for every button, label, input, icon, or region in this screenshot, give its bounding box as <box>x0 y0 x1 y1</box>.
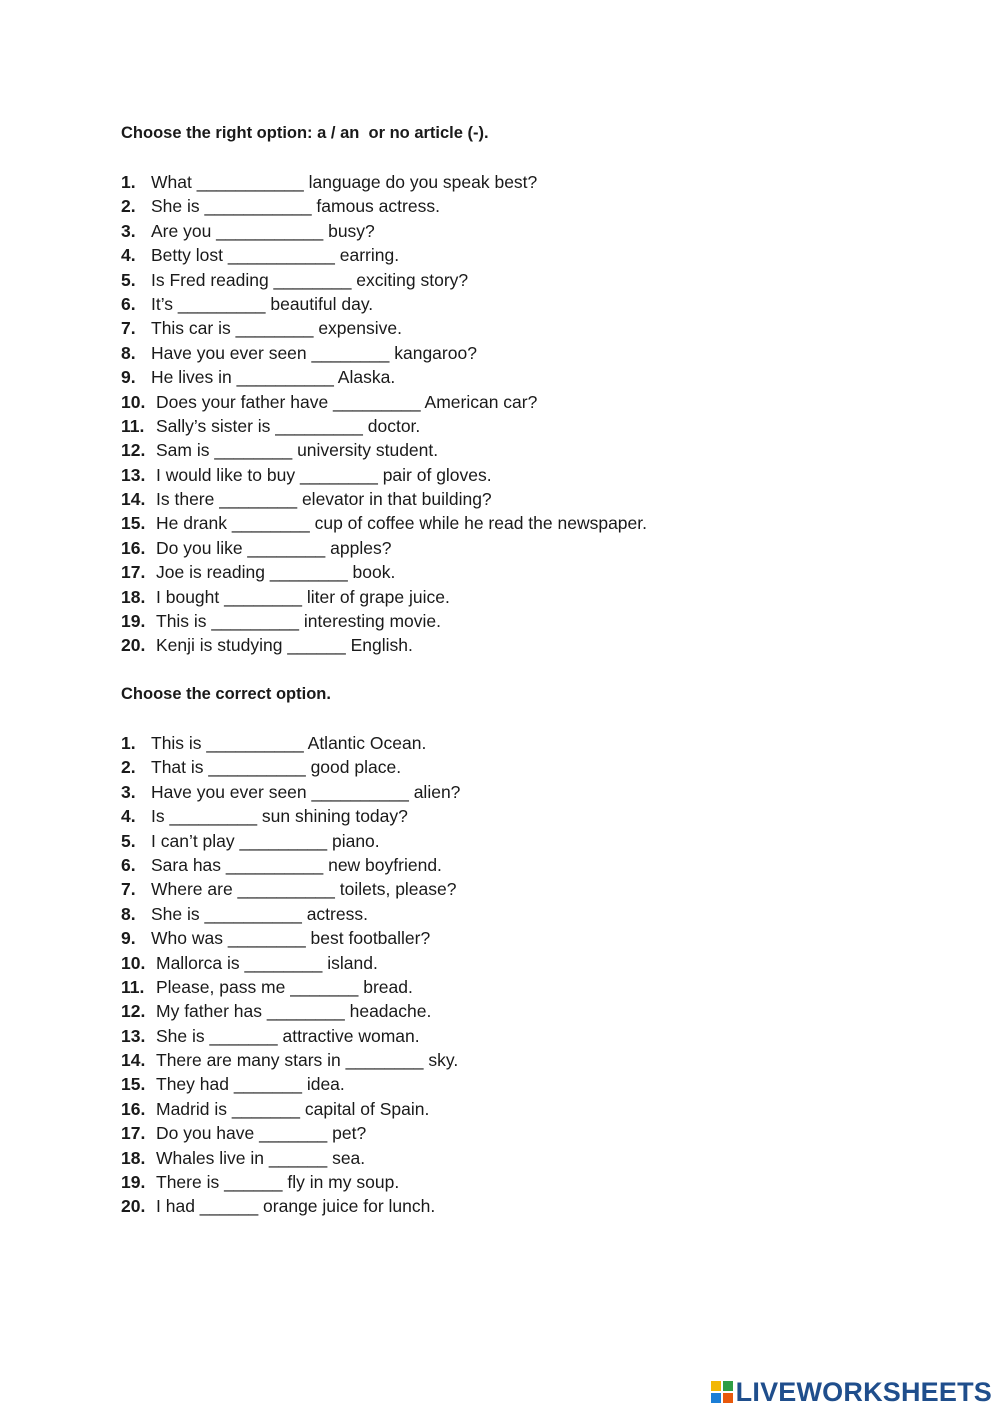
item-number: 19. <box>121 1172 146 1193</box>
exercise-item <box>121 390 921 414</box>
item-number: 20. <box>121 1196 146 1217</box>
item-sentence: Where are __________ toilets, please? <box>151 879 457 900</box>
exercise-item <box>121 463 921 487</box>
item-sentence: Is _________ sun shining today? <box>151 806 408 827</box>
item-sentence: What ___________ language do you speak best? <box>151 172 538 192</box>
item-number: 5. <box>121 269 136 290</box>
item-number: 2. <box>121 196 136 217</box>
exercise-section-2 <box>121 682 921 1219</box>
exercise-item <box>121 170 921 194</box>
item-number: 6. <box>121 293 136 314</box>
item-number: 16. <box>121 537 146 558</box>
exercise-item <box>121 585 921 609</box>
exercise-item <box>121 1170 921 1194</box>
exercise-item <box>121 438 921 462</box>
item-number: 17. <box>121 1123 146 1144</box>
item-number: 10. <box>121 391 146 412</box>
item-sentence: She is __________ actress. <box>151 903 368 924</box>
exercise-item <box>121 1048 921 1072</box>
item-sentence: I had ______ orange juice for lunch. <box>156 1196 436 1217</box>
item-number: 10. <box>121 952 146 973</box>
item-number: 11. <box>121 415 145 436</box>
item-sentence: Is there ________ elevator in that building? <box>156 489 492 510</box>
item-number: 1. <box>121 733 136 753</box>
exercise-item <box>121 487 921 511</box>
exercise-item <box>121 316 921 340</box>
item-number: 4. <box>121 806 136 827</box>
item-sentence: Please, pass me _______ bread. <box>156 976 413 997</box>
item-number: 14. <box>121 1050 146 1071</box>
exercise-list <box>121 170 921 658</box>
exercise-item <box>121 243 921 267</box>
item-number: 18. <box>121 1147 146 1168</box>
item-number: 6. <box>121 854 136 875</box>
item-sentence: She is _______ attractive woman. <box>156 1025 420 1046</box>
exercise-item <box>121 853 921 877</box>
item-sentence: Sam is ________ university student. <box>156 440 439 461</box>
item-sentence: I can’t play _________ piano. <box>151 830 380 851</box>
liveworksheets-logo-icon <box>710 1380 734 1404</box>
item-sentence: She is ___________ famous actress. <box>151 196 440 217</box>
item-number: 12. <box>121 1001 146 1022</box>
item-sentence: This is __________ Atlantic Ocean. <box>151 733 427 753</box>
item-number: 15. <box>121 1074 146 1095</box>
item-number: 3. <box>121 220 136 241</box>
item-sentence: Do you like ________ apples? <box>156 537 392 558</box>
exercise-item <box>121 951 921 975</box>
exercise-item <box>121 609 921 633</box>
exercise-item <box>121 1072 921 1096</box>
item-number: 15. <box>121 513 146 534</box>
item-sentence: Sally’s sister is _________ doctor. <box>156 415 421 436</box>
item-sentence: He lives in __________ Alaska. <box>151 367 396 388</box>
item-sentence: Betty lost ___________ earring. <box>151 245 400 266</box>
exercise-item <box>121 1121 921 1145</box>
item-number: 7. <box>121 318 136 339</box>
item-sentence: This car is ________ expensive. <box>151 318 402 339</box>
item-sentence: There is ______ fly in my soup. <box>156 1172 400 1193</box>
item-sentence: Joe is reading ________ book. <box>156 562 396 583</box>
exercise-item <box>121 292 921 316</box>
exercise-item <box>121 1194 921 1218</box>
exercise-item <box>121 414 921 438</box>
exercise-item <box>121 755 921 779</box>
item-number: 1. <box>121 172 136 192</box>
item-sentence: This is _________ interesting movie. <box>156 611 442 632</box>
item-number: 9. <box>121 928 136 949</box>
item-number: 18. <box>121 586 146 607</box>
item-sentence: It’s _________ beautiful day. <box>151 293 374 314</box>
item-sentence: They had _______ idea. <box>156 1074 345 1095</box>
item-sentence: There are many stars in ________ sky. <box>156 1050 459 1071</box>
exercise-section-1 <box>121 121 921 658</box>
item-sentence: My father has ________ headache. <box>156 1001 432 1022</box>
exercise-item <box>121 511 921 535</box>
item-number: 19. <box>121 611 146 632</box>
exercise-item <box>121 780 921 804</box>
exercise-item <box>121 633 921 657</box>
item-number: 14. <box>121 489 146 510</box>
brand-wordmark: LIVEWORKSHEETS <box>735 1376 992 1407</box>
item-number: 13. <box>121 464 146 485</box>
section-title: Choose the correct option. <box>121 685 331 703</box>
item-number: 3. <box>121 781 136 802</box>
item-sentence: Do you have _______ pet? <box>156 1123 367 1144</box>
exercise-list <box>121 731 921 1219</box>
item-sentence: Have you ever seen ________ kangaroo? <box>151 342 477 363</box>
exercise-item <box>121 560 921 584</box>
exercise-item <box>121 536 921 560</box>
exercise-item <box>121 194 921 218</box>
item-number: 8. <box>121 903 136 924</box>
item-number: 20. <box>121 635 146 656</box>
item-sentence: Are you ___________ busy? <box>151 220 375 241</box>
item-number: 16. <box>121 1098 146 1119</box>
item-number: 9. <box>121 367 136 388</box>
exercise-item <box>121 1097 921 1121</box>
item-sentence: That is __________ good place. <box>151 757 402 778</box>
item-number: 5. <box>121 830 136 851</box>
exercise-item <box>121 926 921 950</box>
exercise-item <box>121 268 921 292</box>
item-sentence: Is Fred reading ________ exciting story? <box>151 269 469 290</box>
exercise-item <box>121 365 921 389</box>
item-sentence: Have you ever seen __________ alien? <box>151 781 461 802</box>
item-number: 12. <box>121 440 146 461</box>
item-number: 8. <box>121 342 136 363</box>
item-sentence: Sara has __________ new boyfriend. <box>151 854 442 875</box>
exercise-item <box>121 829 921 853</box>
item-number: 17. <box>121 562 146 583</box>
item-sentence: He drank ________ cup of coffee while he read the newspaper. <box>156 513 647 534</box>
exercise-item <box>121 804 921 828</box>
item-sentence: I bought ________ liter of grape juice. <box>156 586 450 607</box>
item-sentence: Madrid is _______ capital of Spain. <box>156 1098 430 1119</box>
item-sentence: Whales live in ______ sea. <box>156 1147 366 1168</box>
item-number: 4. <box>121 245 136 266</box>
item-number: 2. <box>121 757 136 778</box>
exercise-item <box>121 1146 921 1170</box>
exercise-item <box>121 341 921 365</box>
exercise-item <box>121 731 921 755</box>
exercise-item <box>121 975 921 999</box>
exercise-item <box>121 219 921 243</box>
item-sentence: Kenji is studying ______ English. <box>156 635 413 656</box>
item-number: 7. <box>121 879 136 900</box>
item-number: 11. <box>121 976 145 997</box>
exercise-item <box>121 999 921 1023</box>
item-sentence: Does your father have _________ American car? <box>156 391 538 412</box>
exercise-item <box>121 1024 921 1048</box>
item-sentence: Mallorca is ________ island. <box>156 952 378 973</box>
exercise-item <box>121 877 921 901</box>
item-sentence: Who was ________ best footballer? <box>151 928 431 949</box>
item-number: 13. <box>121 1025 146 1046</box>
section-title: Choose the right option: a / an or no article (-). <box>121 124 489 142</box>
exercise-item <box>121 902 921 926</box>
item-sentence: I would like to buy ________ pair of gloves. <box>156 464 492 485</box>
liveworksheets-brand <box>710 1376 992 1407</box>
